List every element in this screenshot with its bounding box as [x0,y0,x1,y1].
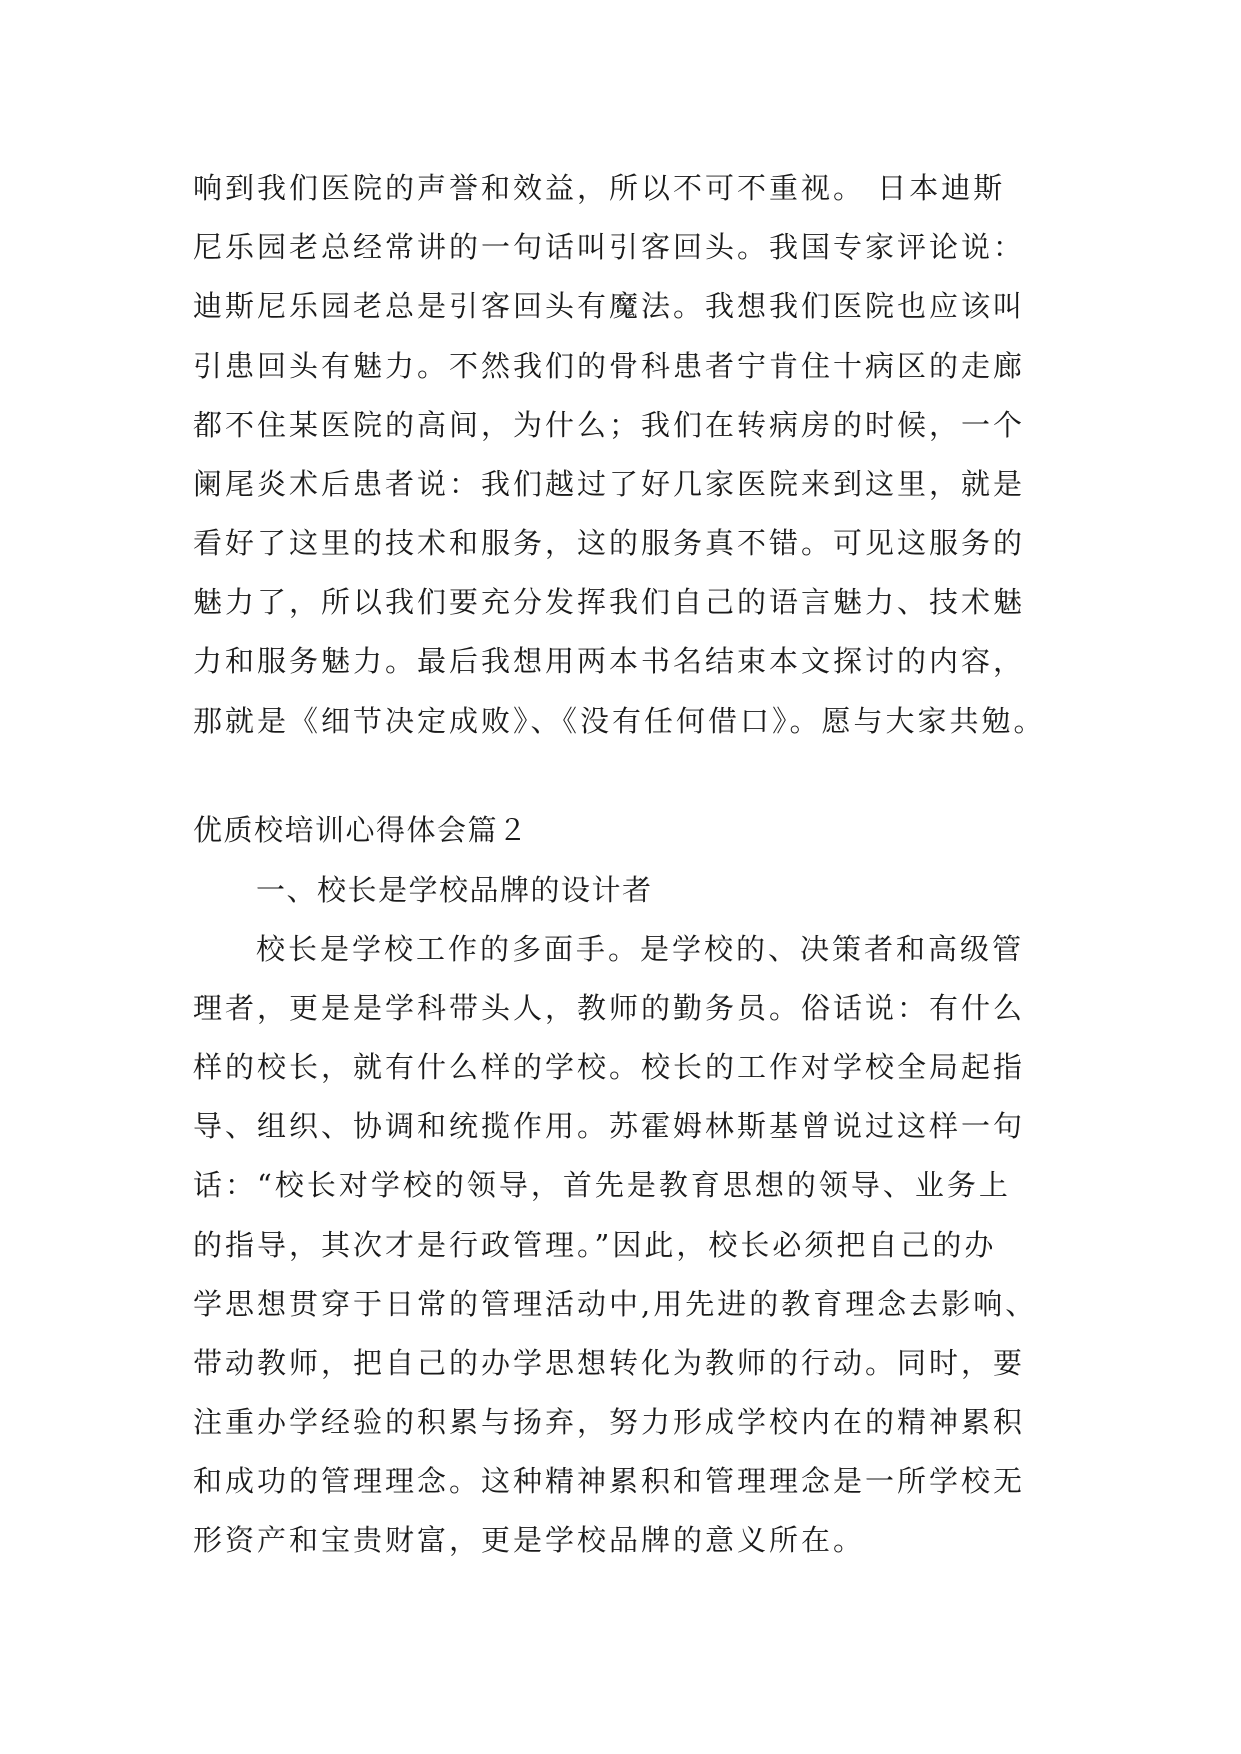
paragraph-line: 和成功的管理理念。这种精神累积和管理理念是一所学校无 [193,1464,1026,1498]
paragraph-line: 都不住某医院的高间，为什么；我们在转病房的时候，一个 [193,408,1026,442]
paragraph-line: 注重办学经验的积累与扬弃，努力形成学校内在的精神累积 [193,1405,1026,1439]
paragraph-line: 阑尾炎术后患者说：我们越过了好几家医院来到这里，就是 [193,467,1026,501]
paragraph-line: 力和服务魅力。最后我想用两本书名结束本文探讨的内容， [193,644,1026,678]
paragraph-line: 看好了这里的技术和服务，这的服务真不错。可见这服务的 [193,526,1026,560]
paragraph-line: 的指导，其次才是行政管理。”因此，校长必须把自己的办 [193,1228,997,1262]
article-title: 优质校培训心得体会篇２ [193,813,529,847]
paragraph-line: 形资产和宝贵财富，更是学校品牌的意义所在。 [193,1523,866,1557]
paragraph-line: 带动教师，把自己的办学思想转化为教师的行动。同时，要 [193,1346,1026,1380]
paragraph-line: 理者，更是是学科带头人，教师的勤务员。俗话说：有什么 [193,991,1026,1025]
paragraph-line: 响到我们医院的声誉和效益，所以不可不重视。 日本迪斯 [193,171,1006,205]
paragraph-line: 话：“校长对学校的领导，首先是教育思想的领导、业务上 [193,1168,1011,1202]
paragraph-line: 那就是《细节决定成败》、《没有任何借口》。愿与大家共勉。 [193,704,1046,738]
paragraph-line: 校长是学校工作的多面手。是学校的、决策者和高级管 [256,932,1025,966]
paragraph-line: 导、组织、协调和统揽作用。苏霍姆林斯基曾说过这样一句 [193,1109,1026,1143]
section-subheading: 一、校长是学校品牌的设计者 [256,873,653,907]
paragraph-line: 尼乐园老总经常讲的一句话叫引客回头。我国专家评论说： [193,230,1026,264]
paragraph-line: 魅力了，所以我们要充分发挥我们自己的语言魅力、技术魅 [193,585,1026,619]
paragraph-line: 迪斯尼乐园老总是引客回头有魔法。我想我们医院也应该叫 [193,289,1026,323]
paragraph-line: 学思想贯穿于日常的管理活动中,用先进的教育理念去影响、 [193,1287,1038,1321]
paragraph-line: 样的校长，就有什么样的学校。校长的工作对学校全局起指 [193,1050,1026,1084]
paragraph-line: 引患回头有魅力。不然我们的骨科患者宁肯住十病区的走廊 [193,349,1026,383]
